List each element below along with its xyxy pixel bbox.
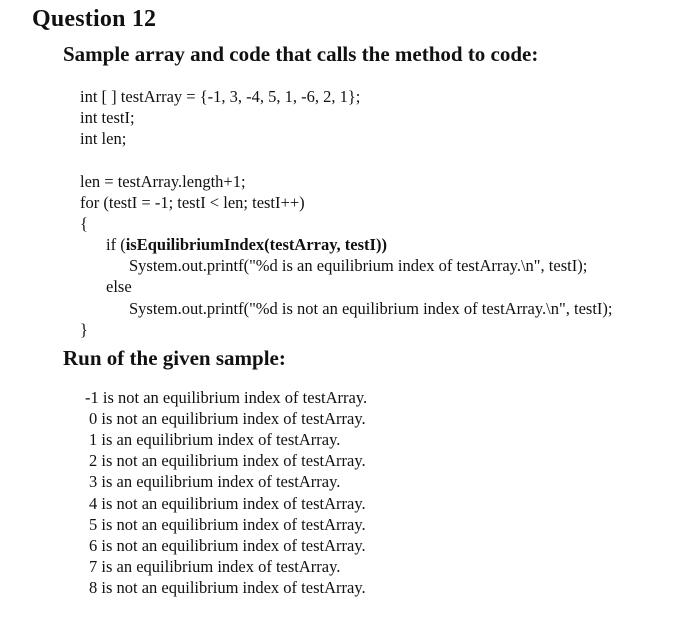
run-heading: Run of the given sample:	[63, 346, 286, 370]
output-line: 7 is an equilibrium index of testArray.	[89, 557, 341, 576]
output-line: 1 is an equilibrium index of testArray.	[89, 430, 341, 449]
output-line: 2 is not an equilibrium index of testArray.	[89, 451, 366, 470]
question-title: Question 12	[32, 6, 157, 32]
output-line: 5 is not an equilibrium index of testArray.	[89, 515, 366, 534]
code-line-testI-decl: int testI;	[80, 108, 135, 127]
code-line-print-not: System.out.printf("%d is not an equilibrium index of testArray.\n", testI);	[129, 299, 613, 318]
if-prefix: if (	[106, 235, 126, 254]
sample-heading: Sample array and code that calls the method to code:	[63, 42, 539, 66]
output-line: -1 is not an equilibrium index of testArray.	[85, 388, 368, 407]
output-line: 3 is an equilibrium index of testArray.	[89, 472, 341, 491]
output-line: 4 is not an equilibrium index of testArray.	[89, 494, 366, 513]
if-call: isEquilibriumIndex(testArray, testI)	[125, 235, 382, 254]
code-line-for-header: for (testI = -1; testI < len; testI++)	[80, 193, 305, 212]
if-suffix: )	[381, 235, 387, 254]
output-line: 0 is not an equilibrium index of testArray.	[89, 409, 366, 428]
output-line: 8 is not an equilibrium index of testArray.	[89, 578, 366, 597]
code-line-else: else	[106, 277, 132, 296]
code-line-array-decl: int [ ] testArray = {-1, 3, -4, 5, 1, -6, 2, 1};	[80, 87, 361, 106]
code-line-print-is: System.out.printf("%d is an equilibrium index of testArray.\n", testI);	[129, 256, 588, 275]
code-line-if	[106, 235, 387, 255]
code-line-len-assign: len = testArray.length+1;	[80, 172, 246, 191]
code-line-len-decl: int len;	[80, 129, 127, 148]
code-line-close-brace: }	[80, 320, 88, 339]
output-line: 6 is not an equilibrium index of testArray.	[89, 536, 366, 555]
code-line-open-brace: {	[80, 214, 88, 233]
